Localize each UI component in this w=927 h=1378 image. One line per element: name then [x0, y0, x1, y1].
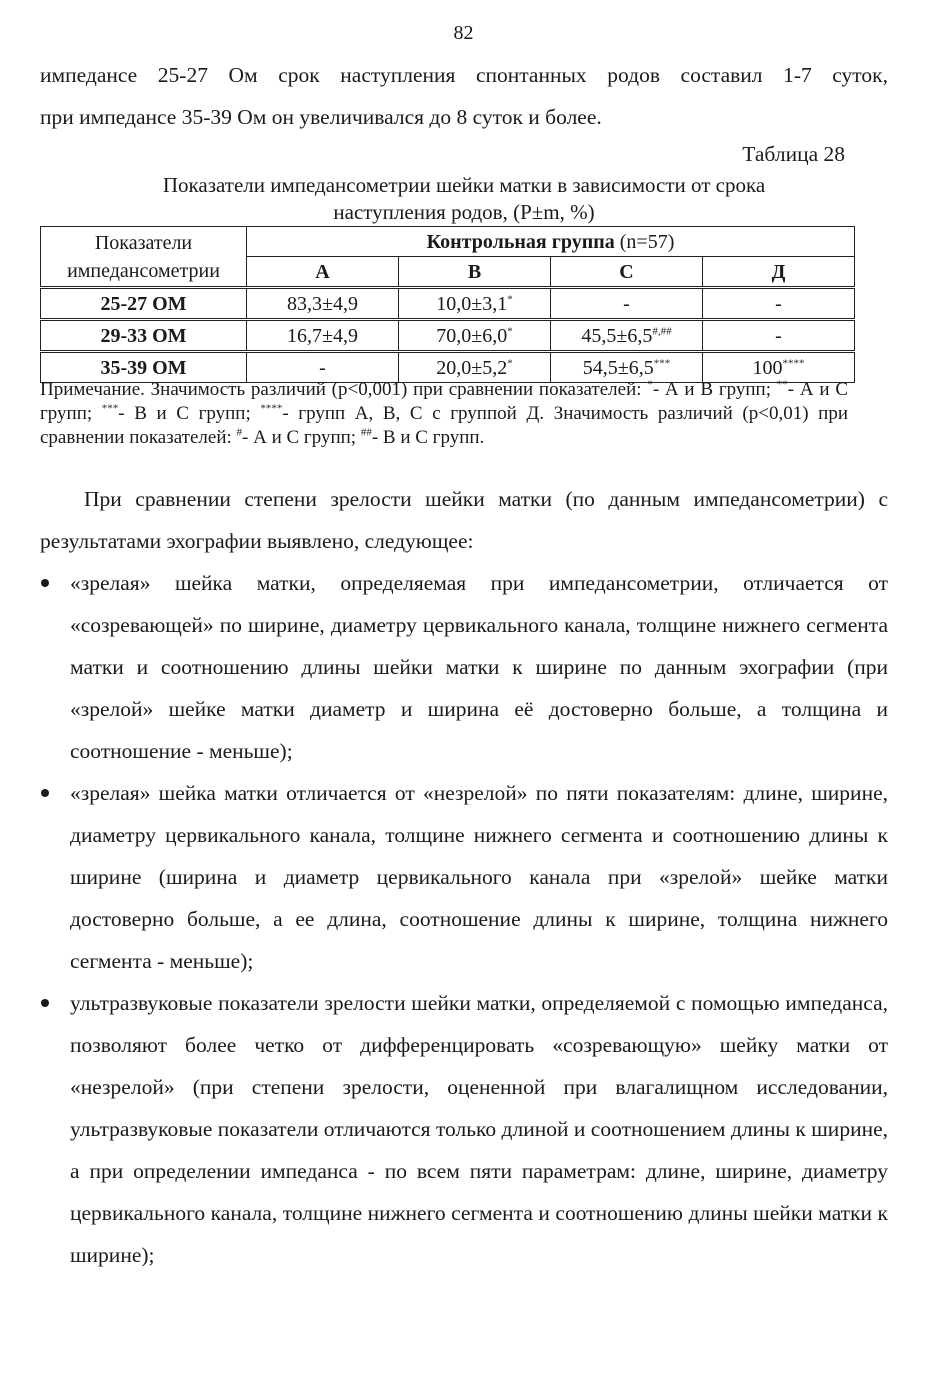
bullet-icon: [41, 579, 49, 587]
findings-list: [40, 562, 888, 1276]
table-cell: -: [703, 288, 855, 320]
table-row: [41, 288, 855, 320]
table-cell: 83,3±4,9: [247, 288, 399, 320]
table-number: Таблица 28: [742, 142, 845, 166]
intro-text: [40, 54, 888, 138]
column-header-d: Д: [703, 257, 855, 288]
page-number: 82: [453, 22, 474, 44]
table-title-line-2: наступления родов, (P±m, %): [333, 200, 595, 224]
row-header-cell: [41, 227, 247, 288]
intro-line-2: при импедансе 35-39 Ом он увеличивался до 8 суток и более.: [40, 105, 602, 129]
table-cell: 16,7±4,9: [247, 320, 399, 352]
table-cell: 20,0±5,2*: [399, 352, 551, 383]
table-cell: -: [703, 320, 855, 352]
bullet-icon: [41, 789, 49, 797]
table-cell: 45,5±6,5#,##: [551, 320, 703, 352]
bullet-icon: [41, 999, 49, 1007]
paragraph-text: При сравнении степени зрелости шейки матки (по данным импедансометрии) с результатами эхографии выявлено, следующее:: [40, 487, 888, 553]
table-title: [40, 172, 888, 226]
row-header-line-1: Показатели: [94, 231, 193, 254]
row-label: 25-27 ОМ: [41, 288, 247, 320]
table-cell: 54,5±6,5***: [551, 352, 703, 383]
row-label: 29-33 ОМ: [41, 320, 247, 352]
column-header-c: С: [551, 257, 703, 288]
table-cell: -: [247, 352, 399, 383]
table-row: [41, 320, 855, 352]
column-header-a: А: [247, 257, 399, 288]
column-header-b: В: [399, 257, 551, 288]
list-item: «зрелая» шейка матки отличается от «незрелой» по пяти показателям: длине, ширине, диаметру цервикального канала, толщине нижнего сегмента и соотношению длины к ширине (ширина и диаметр цервикального канала при «зрелой» шейке матки достоверно больше, а ее длина, соотношение длины к ширине, толщина нижнего сегмента - меньше);: [40, 772, 888, 982]
body-paragraph: [40, 478, 888, 562]
group-size: (n=57): [619, 230, 675, 253]
impedance-table: [40, 226, 855, 383]
group-label: Контрольная группа: [426, 230, 615, 253]
table-note: Примечание. Значимость различий (р<0,001) при сравнении показателей: *- А и В групп; **- А и С групп; ***- В и С групп; ****- групп А, В, С с группой Д. Значимость различий (р<0,01) при сравнении показателей: #- А и С групп; ##- В и С групп.: [40, 378, 849, 448]
group-header: [247, 227, 855, 257]
table-cell: 100****: [703, 352, 855, 383]
row-header-line-2: импедансометрии: [67, 259, 220, 282]
table-cell: 70,0±6,0*: [399, 320, 551, 352]
table-cell: 10,0±3,1*: [399, 288, 551, 320]
list-item: «зрелая» шейка матки, определяемая при импедансометрии, отличается от «созревающей» по ширине, диаметру цервикального канала, толщине нижнего сегмента матки и соотношению длины шейки матки к ширине по данным эхографии (при «зрелой» шейке матки диаметр и ширина её достоверно больше, а толщина и соотношение - меньше);: [40, 562, 888, 772]
intro-line-1: импедансе 25-27 Ом срок наступления спонтанных родов составил 1-7 суток,: [40, 63, 888, 87]
row-label: 35-39 ОМ: [41, 352, 247, 383]
list-item: ультразвуковые показатели зрелости шейки матки, определяемой с помощью импеданса, позволяют более четко от дифференцировать «созревающую» шейку матки от «незрелой» (при степени зрелости, оцененной при влагалищном исследовании, ультразвуковые показатели отличаются только длиной и соотношением длины к ширине, а при определении импеданса - по всем пяти параметрам: длине, ширине, диаметру цервикального канала, толщине нижнего сегмента и соотношению длины шейки матки к ширине);: [40, 982, 888, 1276]
table-title-line-1: Показатели импедансометрии шейки матки в зависимости от срока: [162, 173, 766, 197]
table-cell: -: [551, 288, 703, 320]
